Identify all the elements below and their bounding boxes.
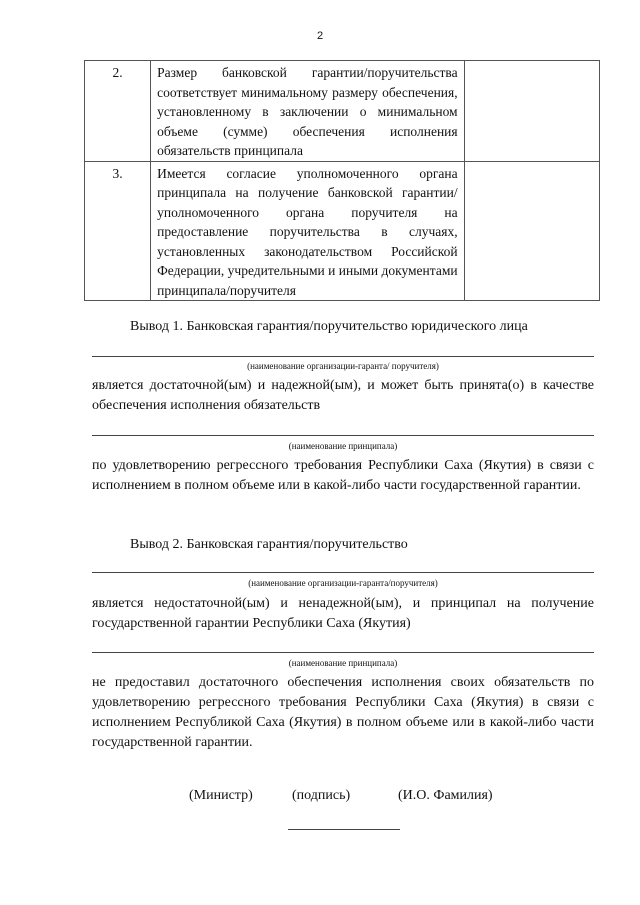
signature-line <box>288 829 400 830</box>
table-row <box>85 61 600 162</box>
row-value-cell <box>464 161 599 301</box>
row-number: 2. <box>85 61 151 162</box>
signature-sign: (подпись) <box>292 788 351 803</box>
row-number: 3. <box>85 161 151 301</box>
principal-line-1 <box>92 435 594 436</box>
conclusion-1-heading: Вывод 1. Банковская гарантия/поручительство юридического лица <box>130 319 528 334</box>
principal-line-2 <box>92 652 594 653</box>
row-criterion: Имеется согласие уполномоченного органа принципала на получение банковской гарантии/уполномоченного органа поручителя на предоставление поручительства в случаях, установленных законодательством Российской Федерации, учредительными и иными документами принципала/поручителя <box>151 161 464 301</box>
principal-caption-2: (наименование принципала) <box>288 658 398 668</box>
principal-caption-1: (наименование принципала) <box>288 441 398 451</box>
conclusion-2-heading: Вывод 2. Банковская гарантия/поручительство <box>130 537 408 552</box>
conclusion-2-text-a: является недостаточной(ым) и ненадежной(ым), и принципал на получение государственной гарантии Республики Саха (Якутия) <box>92 596 594 631</box>
page-number: 2 <box>316 30 324 42</box>
conclusion-1-text-a: является достаточной(ым) и надежной(ым), и может быть принята(о) в качестве обеспечения исполнения обязательств <box>92 378 594 413</box>
signature-name: (И.О. Фамилия) <box>398 788 493 803</box>
guarantor-caption-1: (наименование организации-гаранта/ поручителя) <box>247 361 439 371</box>
table-row <box>85 161 600 301</box>
row-value-cell <box>464 61 599 162</box>
guarantor-line-1 <box>92 356 594 357</box>
criteria-table <box>84 60 600 301</box>
conclusion-1-text-b: по удовлетворению регрессного требования Республики Саха (Якутия) в связи с исполнением в полном объеме или в какой-либо части государственной гарантии. <box>92 458 594 493</box>
signature-role: (Министр) <box>189 788 253 803</box>
row-criterion: Размер банковской гарантии/поручительства соответствует минимальному размеру обеспечения, установленному в заключении о минимальном объеме (сумме) обеспечения исполнения обязательств принципала <box>151 61 464 162</box>
conclusion-2-text-b: не предоставил достаточного обеспечения исполнения своих обязательств по удовлетворению регрессного требования Республики Саха (Якутия) в связи с исполнением Республикой Саха (Якутия) в полном объеме или в какой-либо части государственной гарантии. <box>92 675 594 750</box>
guarantor-caption-2: (наименование организации-гаранта/поручителя) <box>248 578 438 588</box>
guarantor-line-2 <box>92 572 594 573</box>
